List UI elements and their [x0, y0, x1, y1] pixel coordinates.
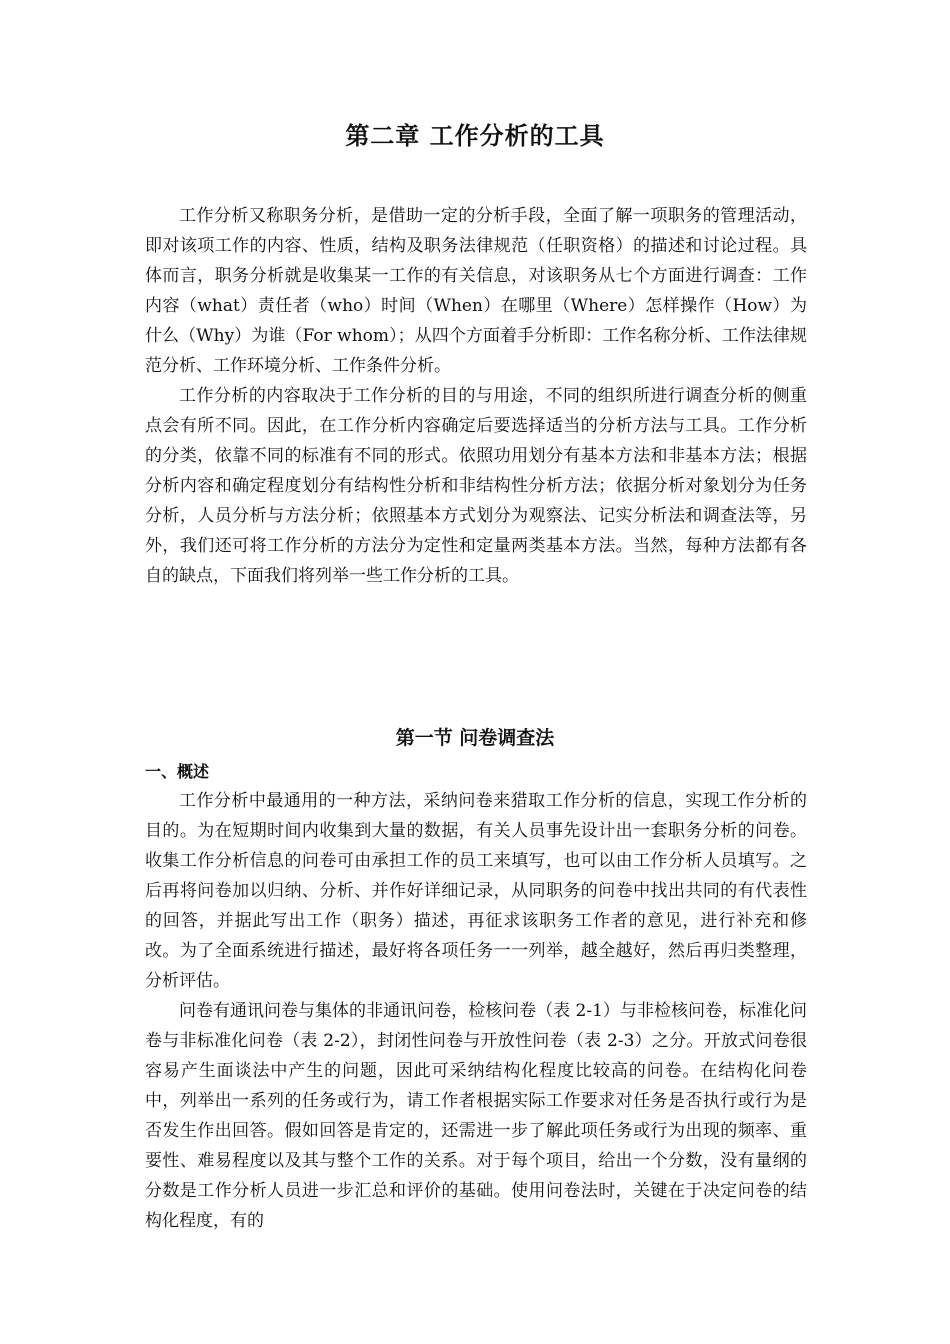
intro-paragraph-1: 工作分析又称职务分析，是借助一定的分析手段，全面了解一项职务的管理活动，即对该项工作的内容、性质，结构及职务法律规范（任职资格）的描述和讨论过程。具体而言，职务分析就是收集某一工作的有关信息，对该职务从七个方面进行调查：工作内容（what）责任者（who）时间（When）在哪里（Where）怎样操作（How）为什么（Why）为谁（For whom）；从四个方面着手分析即：工作名称分析、工作法律规范分析、工作环境分析、工作条件分析。	[145, 206, 807, 376]
section-title: 第一节 问卷调查法	[395, 727, 555, 749]
section-paragraph-2: 问卷有通讯问卷与集体的非通讯问卷，检核问卷（表 2-1）与非检核问卷，标准化问卷与非标准化问卷（表 2-2），封闭性问卷与开放性问卷（表 2-3）之分。开放式问卷很容易产生面谈法中产生的问题，因此可采纳结构化程度比较高的问卷。在结构化问卷中，列举出一系列的任务或行为，请工作者根据实际工作要求对任务是否执行或行为是否发生作出回答。假如回答是肯定的，还需进一步了解此项任务或行为出现的频率、重要性、难易程度以及其与整个工作的关系。对于每个项目，给出一个分数，没有量纲的分数是工作分析人员进一步汇总和评价的基础。使用问卷法时，关键在于决定问卷的结构化程度，有的	[145, 1001, 807, 1231]
section-paragraph-1: 工作分析中最通用的一种方法，采纳问卷来猎取工作分析的信息，实现工作分析的目的。为在短期时间内收集到大量的数据，有关人员事先设计出一套职务分析的问卷。收集工作分析信息的问卷可由承担工作的员工来填写，也可以由工作分析人员填写。之后再将问卷加以归纳、分析、并作好详细记录，从同职务的问卷中找出共同的有代表性的回答，并据此写出工作（职务）描述，再征求该职务工作者的意见，进行补充和修改。为了全面系统进行描述，最好将各项任务一一列举，越全越好，然后再归类整理，分析评估。	[145, 791, 807, 991]
chapter-title: 第二章 工作分析的工具	[345, 122, 605, 150]
subsection-title: 一、概述	[145, 762, 210, 781]
intro-paragraph-2: 工作分析的内容取决于工作分析的目的与用途，不同的组织所进行调查分析的侧重点会有所不同。因此，在工作分析内容确定后要选择适当的分析方法与工具。工作分析的分类，依靠不同的标准有不同的形式。依照功用划分有基本方法和非基本方法；根据分析内容和确定程度划分有结构性分析和非结构性分析方法；依据分析对象划分为任务分析，人员分析与方法分析；依照基本方式划分为观察法、记实分析法和调查法等，另外，我们还可将工作分析的方法分为定性和定量两类基本方法。当然，每种方法都有各自的缺点，下面我们将列举一些工作分析的工具。	[145, 386, 807, 586]
section-body	[145, 786, 807, 1236]
chapter-intro	[145, 201, 807, 591]
